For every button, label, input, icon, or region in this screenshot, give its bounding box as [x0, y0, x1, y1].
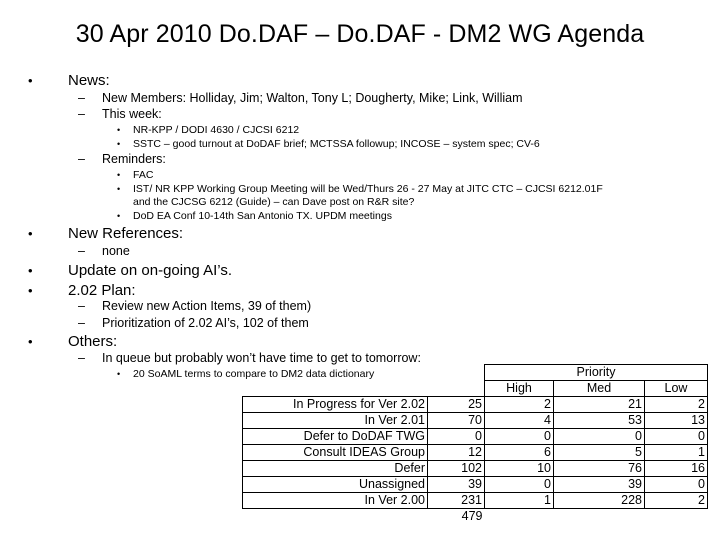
sstc-item: SSTC – good turnout at DoDAF brief; MCTSSA followup; INCOSE – system spec; CV-6	[133, 138, 540, 150]
none-item: none	[102, 244, 130, 258]
row-low: 2	[645, 493, 708, 509]
row-med: 5	[554, 445, 645, 461]
dod-ea-item: DoD EA Conf 10-14th San Antonio TX. UPDM meetings	[133, 210, 392, 222]
new-references-heading: New References:	[68, 225, 184, 242]
row-med: 53	[554, 413, 645, 429]
row-high: 1	[485, 493, 554, 509]
in-queue-item: In queue but probably won’t have time to get to tomorrow:	[102, 351, 421, 365]
grand-total: 479	[461, 509, 483, 523]
table-subheader-row	[243, 381, 708, 397]
fac-item: FAC	[133, 169, 154, 181]
dash-marker: –	[78, 107, 85, 121]
column-header-low: Low	[645, 381, 708, 397]
dash-marker: –	[78, 244, 85, 258]
bullet-marker: •	[117, 125, 121, 135]
bullet-marker: •	[28, 73, 33, 88]
table-row	[243, 413, 708, 429]
prioritization-item: Prioritization of 2.02 AI’s, 102 of them	[102, 316, 309, 330]
row-med: 76	[554, 461, 645, 477]
row-total: 25	[428, 397, 485, 413]
soaml-item: 20 SoAML terms to compare to DM2 data dictionary	[133, 368, 375, 380]
bullet-marker: •	[28, 283, 33, 298]
table-row	[243, 397, 708, 413]
row-label: In Progress for Ver 2.02	[243, 397, 428, 413]
nr-kpp-item: NR-KPP / DODI 4630 / CJCSI 6212	[133, 124, 300, 136]
priority-table	[242, 364, 708, 524]
plan-202-heading: 2.02 Plan:	[68, 282, 136, 299]
row-med: 228	[554, 493, 645, 509]
row-total: 70	[428, 413, 485, 429]
row-high: 0	[485, 477, 554, 493]
dash-marker: –	[78, 152, 85, 166]
row-low: 16	[645, 461, 708, 477]
bullet-marker: •	[28, 263, 33, 278]
row-total: 102	[428, 461, 485, 477]
dash-marker: –	[78, 316, 85, 330]
row-total: 0	[428, 429, 485, 445]
row-label: Consult IDEAS Group	[243, 445, 428, 461]
row-low: 1	[645, 445, 708, 461]
bullet-marker: •	[117, 369, 121, 379]
row-low: 13	[645, 413, 708, 429]
row-high: 10	[485, 461, 554, 477]
table-row	[243, 445, 708, 461]
dash-marker: –	[78, 351, 85, 365]
table-row	[243, 429, 708, 445]
row-total: 231	[428, 493, 485, 509]
row-low: 2	[645, 397, 708, 413]
bullet-marker: •	[117, 211, 121, 221]
table-row	[243, 477, 708, 493]
row-label: In Ver 2.00	[243, 493, 428, 509]
bullet-marker: •	[117, 184, 121, 194]
bullet-marker: •	[117, 139, 121, 149]
row-label: Defer	[243, 461, 428, 477]
table-row	[243, 461, 708, 477]
table-row	[243, 493, 708, 509]
row-high: 6	[485, 445, 554, 461]
news-heading: News:	[68, 72, 110, 89]
row-high: 0	[485, 429, 554, 445]
reminders-item: Reminders:	[102, 152, 166, 166]
review-items-item: Review new Action Items, 39 of them)	[102, 299, 312, 313]
others-heading: Others:	[68, 333, 118, 350]
row-total: 39	[428, 477, 485, 493]
row-total: 12	[428, 445, 485, 461]
bullet-marker: •	[117, 170, 121, 180]
update-ais-heading: Update on on-going AI’s.	[68, 262, 233, 279]
page-title: 30 Apr 2010 Do.DAF – Do.DAF - DM2 WG Agenda	[75, 20, 645, 48]
table-total-row	[243, 509, 708, 525]
column-header-high: High	[485, 381, 554, 397]
row-low: 0	[645, 429, 708, 445]
row-med: 0	[554, 429, 645, 445]
dash-marker: –	[78, 299, 85, 313]
this-week-item: This week:	[102, 107, 162, 121]
column-header-med: Med	[554, 381, 645, 397]
dash-marker: –	[78, 91, 85, 105]
row-med: 21	[554, 397, 645, 413]
ist-item-line1: IST/ NR KPP Working Group Meeting will be Wed/Thurs 26 - 27 May at JITC CTC – CJCSI 6212.01F	[133, 183, 603, 195]
row-low: 0	[645, 477, 708, 493]
ist-item-line2: and the CJCSG 6212 (Guide) – can Dave post on R&R site?	[133, 196, 415, 208]
row-label: Defer to DoDAF TWG	[243, 429, 428, 445]
row-high: 2	[485, 397, 554, 413]
row-label: Unassigned	[243, 477, 428, 493]
bullet-marker: •	[28, 226, 33, 241]
row-high: 4	[485, 413, 554, 429]
table-header-row	[243, 365, 708, 381]
new-members-item: New Members: Holliday, Jim; Walton, Tony L; Dougherty, Mike; Link, William	[102, 91, 523, 105]
row-label: In Ver 2.01	[243, 413, 428, 429]
bullet-marker: •	[28, 334, 33, 349]
priority-header: Priority	[485, 365, 708, 381]
row-med: 39	[554, 477, 645, 493]
